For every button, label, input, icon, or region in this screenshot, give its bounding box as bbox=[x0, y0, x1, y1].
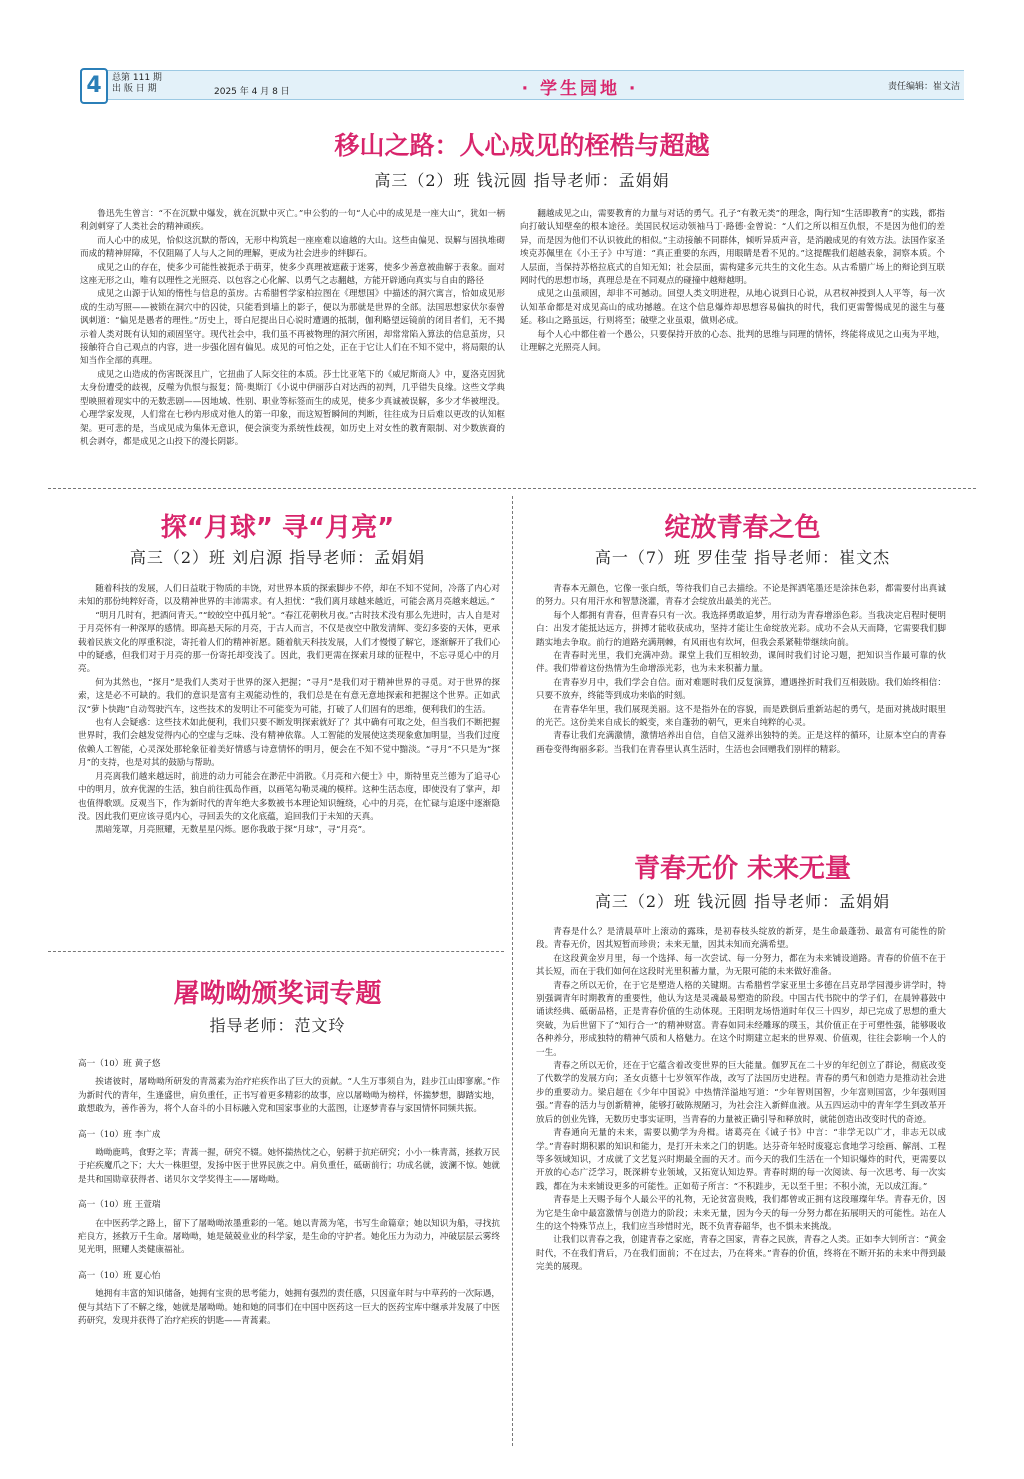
paragraph: 随着科技的发展，人们日益耽于物质的丰饶，对世界本质的探索脚步不停，却在不知不觉间，冷落了内心对未知的那份纯粹好奇，以及精神世界的丰沛需求。有人担忧：“我们离月球越来越近，可能会离月亮越来越远。” bbox=[78, 584, 500, 608]
paragraph: 在这段黄金岁月里，每一个选择、每一次尝试、每一分努力，都在为未来铺设道路。青春的价值不在于其长短，而在于我们如何在这段时光里积蓄力量，为无限可能的未来做好准备。 bbox=[536, 953, 946, 978]
article-byline: 指导老师：范文玲 bbox=[209, 1016, 346, 1035]
paragraph: 青春本无颜色，它像一张白纸，等待我们自己去描绘。不论是挥洒笔墨还是涂抹色彩，都需要付出真诚的努力。只有用汗水和智慧浇灌，青春才会绽放出最美的光芒。 bbox=[536, 584, 946, 608]
article-body-left bbox=[80, 208, 505, 478]
date-label: 出 版 日 期 bbox=[112, 84, 157, 94]
article-byline: 高三（2）班 钱沅圆 指导老师：孟娟娟 bbox=[374, 171, 670, 190]
paragraph: 青春通向无量的未来，需要以勤学为舟楫。诸葛亮在《诫子书》中言：“非学无以广才，非志无以成学。”青春时期积累的知识和能力，是打开未来之门的钥匙。达芬奇年轻时废寝忘食地学习绘画、解剖、工程等多领域知识，才成就了文艺复兴时期最全面的天才。而今天的我们生活在一个知识爆炸的时代，更需要以开放的心态广泛学习，既深耕专业领域，又拓宽认知边界。青春时期的每一次阅读、每一次思考、每一次实践，都在为未来铺设更多的可能性。正如荀子所言：“不积跬步，无以至千里；不积小流，无以成江海。” bbox=[536, 1128, 946, 1192]
paragraph: 青春是什么？是清晨草叶上滚动的露珠，是初春枝头绽放的新芽，是生命最蓬勃、最富有可能性的阶段。青春无价，因其短暂而珍贵；未来无量，因其未知而充满希望。 bbox=[536, 927, 946, 951]
entry-author: 高一（10）班 黄子悠 bbox=[78, 1059, 161, 1069]
article-body bbox=[536, 583, 946, 831]
article-title: 青春无价 未来无量 bbox=[633, 854, 852, 884]
paragraph: 成见之山源于认知的惰性与信息的茧房。古希腊哲学家柏拉图在《理想国》中描述的洞穴寓言，恰如成见形成的生动写照——被锁在洞穴中的囚徒，只能看到墙上的影子，便以为那就是世界的全部。法国思想家伏尔泰曾讽刺道：“偏见是愚者的理性。”历史上，哥白尼提出日心说时遭遇的抵制，伽利略望远镜前的闭目者们，无不揭示着人类对既有认知的顽固坚守。现代社会中，我们虽不再被物理的洞穴所困，却常常陷入算法的信息茧房，只接触符合自己观点的内容，进一步强化固有偏见。成见的可怕之处，正在于它让人们在不知不觉中，将局限的认知当作全部的真理。 bbox=[80, 289, 505, 367]
entry-text: 在中医药学之路上，留下了屠呦呦浓墨重彩的一笔。她以青蒿为笔，书写生命篇章；她以知识为船，寻找抗疟良方，拯救万千生命。屠呦呦，她是兢兢业业的科学家，是生命的守护者。她化压力为动力，冲破层层云雾终见光明，照耀人类健康福祉。 bbox=[78, 1218, 500, 1256]
paragraph: 翻越成见之山，需要教育的力量与对话的勇气。孔子“有教无类”的理念，陶行知“生活即教育”的实践，都指向打破认知壁垒的根本途径。美国民权运动领袖马丁·路德·金曾说：“人们之所以相互仇恨，不是因为他们的差异，而是因为他们不认识彼此的相似。”主动接触不同群体，倾听异质声音，是消融成见的有效方法。法国作家圣埃克苏佩里在《小王子》中写道：“真正重要的东西，用眼睛是看不见的。”这提醒我们超越表象，洞察本质。个人层面，当保持苏格拉底式的自知无知；社会层面，需构建多元共生的文化生态。从古希腊广场上的辩论到互联网时代的思想市场，真理总是在不同观点的碰撞中越辩越明。 bbox=[520, 209, 945, 287]
masthead bbox=[80, 70, 964, 100]
paragraph: 也有人会疑惑：这些技术如此便利，我们只要不断发明探索就好了？其中确有可取之处，但当我们不断把握世界时，我们会越发觉得内心的空虚与乏味、没有精神依靠。人工智能的发展使这类现象愈加明显，当我们过度依赖人工智能，心灵深处那轮象征着美好情感与诗意情怀的明月，便会在不知不觉中黯淡。“寻月”不只是为“探月”的支持，也是对其的鼓励与帮助。 bbox=[78, 718, 500, 769]
paragraph: 何为其然也，“探月”是我们人类对于世界的深入把握；“寻月”是我们对于精神世界的寻觅。对于世界的探索，这是必不可缺的。我们的意识是富有主观能动性的，我们总是在有意无意地探索和把握这个世界。正如武汉“萝卜快跑”自动驾驶汽车，这些技术的发明让不可能变为可能，打破了人们固有的思维，便利我们的生活。 bbox=[78, 677, 500, 715]
article-body bbox=[78, 583, 500, 927]
publish-date: 2025 年 4 月 8 日 bbox=[214, 87, 290, 97]
article-title: 绽放青春之色 bbox=[664, 513, 821, 543]
article-title: 屠呦呦颁奖词专题 bbox=[173, 979, 382, 1009]
divider bbox=[48, 951, 504, 952]
section-title: · 学生园地 · bbox=[521, 79, 639, 99]
issue-number: 总第 111 期 bbox=[112, 73, 162, 83]
paragraph: “明月几时有，把酒问青天。”“皎皎空中孤月轮”。“春江花朝秋月夜。”古时技术没有那么先进时，古人自是对于月亮怀有一种深厚的感情。即高悬天际的月亮，于古人而言，不仅是夜空中散发清辉、变幻多姿的天体，更承载着民族文化的厚重积淀，寄托着人们的精神祈愿。随着航天科技发展，人们才慢慢了解它，逐渐解开了我们心中的疑惑，但我们对于月亮的那一份寄托却变浅了。因此，我们更需在探索月球的征程中，不忘寻觅心中的月亮。 bbox=[78, 610, 500, 675]
paragraph: 成见之山虽顽固，却非不可撼动。回望人类文明进程，从地心说到日心说，从君权神授到人人平等，每一次认知革命都是对成见高山的成功撼越。在这个信息爆炸却思想容易偏执的时代，我们更需警惕成见的滋生与蔓延。移山之路虽远，行则将至；破壁之业虽艰，做则必成。 bbox=[520, 289, 945, 327]
paragraph: 成见之山造成的伤害既深且广，它扭曲了人际交往的本质。莎士比亚笔下的《威尼斯商人》中，夏洛克因犹太身份遭受的歧视，反噬为仇恨与报复；简·奥斯汀《小说中伊丽莎白对达西的初判，几乎错失良缘。这些文学典型映照着现实中的无数悲剧——因地域、性别、职业等标签而生的成见，使多少真诚被误解，多少才华被埋没。心理学家发现，人们常在七秒内形成对他人的第一印象，而这短暂瞬间的判断，往往成为日后难以更改的认知框架。更可悲的是，当成见成为集体无意识，便会演变为系统性歧视，如历史上对女性的教育限制、对少数族裔的机会剥夺，都是成见之山投下的漫长阴影。 bbox=[80, 369, 505, 447]
article-title: 探“月球” 寻“月亮” bbox=[160, 513, 395, 543]
entry-author: 高一（10）班 夏心怡 bbox=[78, 1270, 161, 1281]
issue-info bbox=[112, 73, 162, 95]
award-entries bbox=[78, 1058, 500, 1450]
article-body bbox=[536, 926, 946, 1450]
paragraph: 月亮离我们越来越远时，前进的动力可能会在渺茫中消散。《月亮和六便士》中，斯特里克兰德为了追寻心中的明月，放弃优渥的生活，独自前往孤岛作画，以画笔勾勒灵魂的模样。这种生活态度，即使没有了掌声，却也值得歌颂。反观当下，作为新时代的青年绝大多数被书本理论知识缠绕，心中的月亮，在忙碌与追逐中逐渐隐没。因此我们更应该寻觅内心，寻回丢失的文化底蕴，追回我们于未知的天真。 bbox=[78, 771, 500, 822]
article-byline: 高三（2）班 刘启源 指导老师：孟娟娟 bbox=[129, 548, 426, 567]
paragraph: 青春让我们充满激情，激情培养出自信，自信又滋养出独特的美。正是这样的循环，让原本空白的青春画卷变得绚丽多彩。当我们在青春里认真生活时，生活也会回赠我们别样的精彩。 bbox=[536, 731, 946, 755]
paragraph: 在青春岁月中，我们学会自信。面对难题时我们反复演算，遭遇挫折时我们互相鼓励。我们始终相信：只要不放弃，终能等到成功来临的时刻。 bbox=[536, 677, 946, 702]
entry-text: 呦呦鹿鸣，食野之苹；青蒿一握，研究不辍。她怀揣热忱之心，躬耕于抗疟研究；小小一株青蒿，拯救万民于疟疾魔爪之下；大大一株胆望，发扬中医于世界民族之中。肩负重任，砥砺前行；功成名就，波澜不惊。她就是共和国勋章获得者、诺贝尔文学奖得主——屠呦呦。 bbox=[78, 1148, 500, 1185]
article-byline: 高三（2）班 钱沅圆 指导老师：孟娟娟 bbox=[594, 892, 891, 911]
entry-text: 她拥有丰富的知识储备，她拥有宝贵的思考能力，她拥有强烈的责任感，只因童年时与中草药的一次际遇，便与其结下了不解之缘，她就是屠呦呦。她和她的同事们在中国中医药这一巨大的医药宝库中继承并发展了中医药研究，发现并获得了治疗疟疾的钥匙——青蒿素。 bbox=[78, 1289, 500, 1327]
article-byline: 高一（7）班 罗佳莹 指导老师：崔文杰 bbox=[594, 548, 891, 567]
article-title: 移山之路：人心成见的桎梏与超越 bbox=[334, 131, 710, 160]
article-body-right bbox=[520, 208, 945, 478]
divider bbox=[48, 488, 976, 489]
paragraph: 黑暗笼罩，月亮照耀，无数星星闪烁。愿你我敢于探“月球”，寻“月亮”。 bbox=[95, 825, 371, 836]
paragraph: 在青春华年里，我们展现美丽。这不是指外在的容貌，而是跌倒后重新站起的勇气，是面对挑战时眼里的光芒。这份美来自成长的蜕变，来自蓬勃的朝气，更来自纯粹的心灵。 bbox=[536, 704, 946, 729]
entry-author: 高一（10）班 李广成 bbox=[78, 1129, 161, 1140]
entry-author: 高一（10）班 王萱瑞 bbox=[78, 1200, 161, 1211]
paragraph: 每个人心中都住着一个愚公，只要保持开放的心态、批判的思维与同理的情怀，终能将成见之山夷为平地，让理解之光照亮人间。 bbox=[520, 329, 945, 354]
paragraph: 成见之山的存在，使多少可能性被扼杀于萌芽，使多少真理被遮蔽于迷雾，使多少善意被曲解于表象。面对这座无形之山，唯有以理性之光照亮、以包容之心化解、以勇气之志翻越，方能开辟通向真实与自由的路径 bbox=[80, 262, 505, 287]
editor-credit: 责任编辑：崔文洁 bbox=[887, 82, 960, 92]
entry-text: 挨诸彼时，屠呦呦所研发的青蒿素为治疗疟疾作出了巨大的贡献。“人生万事须自为，跬步江山即寥廓。”作为新时代的青年，生逢盛世，肩负重任，正书写着更多精彩的故事，应以屠呦呦为榜样，怀揣梦想，脚踏实地，敢想敢为，善作善为，将个人奋斗的小目标融入党和国家事业的大蓝图，让逐梦青春与家国情怀同频共振。 bbox=[78, 1077, 500, 1115]
paragraph: 每个人都拥有青春，但青春只有一次。我选择勇敢追梦，用行动为青春增添色彩。当我决定启程时便明白：出发才能抵达远方，拼搏才能收获成功，坚持才能让生命绽放光彩。成功不会从天而降，它需要我们脚踏实地去争取。前行的道路充满荆棘，有风雨也有坎坷，但我会系紧鞋带继续向前。 bbox=[536, 610, 946, 648]
paragraph: 青春之所以无价，还在于它蕴含着改变世界的巨大能量。伽罗瓦在二十岁的年纪创立了群论，彻底改变了代数学的发展方向；圣女贞德十七岁领军作战，改写了法国历史进程。青春的勇气和创造力是推动社会进步的重要动力。梁启超在《少年中国说》中热情洋溢地写道：“少年智则国智，少年富则国富，少年强则国强。”青春的活力与创新精神，能够打破陈规陋习，为社会注入新鲜血液。从五四运动中的青年学生到改革开放后的创业先锋，无数历史事实证明，当青春的力量被正确引导和释放时，就能创造出改变时代的奇迹。 bbox=[536, 1061, 946, 1125]
paragraph: 青春之所以无价，在于它是塑造人格的关键期。古希腊哲学家亚里士多德在吕克昂学园漫步讲学时，特别强调青年时期教育的重要性，他认为这是灵魂最易塑造的阶段。中国古代书院中的学子们，在晨钟暮鼓中诵读经典、砥砺品格，正是青春价值的生动体现。王阳明龙场悟道时年仅三十四岁，却已完成了思想的重大突破，为后世留下了“知行合一”的精神财富。青春如同未经雕琢的璞玉，其价值正在于可塑性强，能够吸收各种养分，形成独特的精神气质和人格魅力。在这个时期建立起来的世界观、价值观，往往会影响一个人的一生。 bbox=[536, 980, 946, 1058]
column-divider bbox=[512, 496, 513, 1446]
paragraph: 让我们以青春之我，创建青春之家庭，青春之国家，青春之民族，青春之人类。正如李大钊所言：“黄金时代，不在我们背后，乃在我们面前；不在过去，乃在将来。”青春的价值，终将在不断开拓的未来中得到最完美的展现。 bbox=[536, 1235, 946, 1273]
paragraph: 在青春时光里，我们充满冲劲。课堂上我们互相较劲，课间时我们讨论习题，把知识当作最可靠的伙伴。我们带着这份热情为生命增添光彩，也为未来积蓄力量。 bbox=[536, 651, 946, 675]
paragraph: 而人心中的成见，恰似这沉默的帮凶，无形中构筑起一座座难以逾越的大山。这些由偏见、误解与固执堆砌而成的精神屏障，不仅阻隔了人与人之间的理解，更成为社会进步的绊脚石。 bbox=[80, 235, 505, 260]
page-number: 4 bbox=[80, 68, 108, 104]
paragraph: 鲁迅先生曾言：“不在沉默中爆发，就在沉默中灭亡。”申公豹的一句“人心中的成见是一座大山”，犹如一柄利剑刺穿了人类社会的精神顽疾。 bbox=[80, 209, 505, 233]
paragraph: 青春是上天赐予每个人最公平的礼物，无论贫富贵贱，我们都曾或正拥有这段璀璨年华。青春无价，因为它是生命中最富激情与创造力的阶段；未来无量，因为今天的每一分努力都在拓展明天的可能性。站在人生的这个特殊节点上，我们应当珍惜时光，既不负青春韶华，也不惧未来挑战。 bbox=[536, 1195, 946, 1232]
